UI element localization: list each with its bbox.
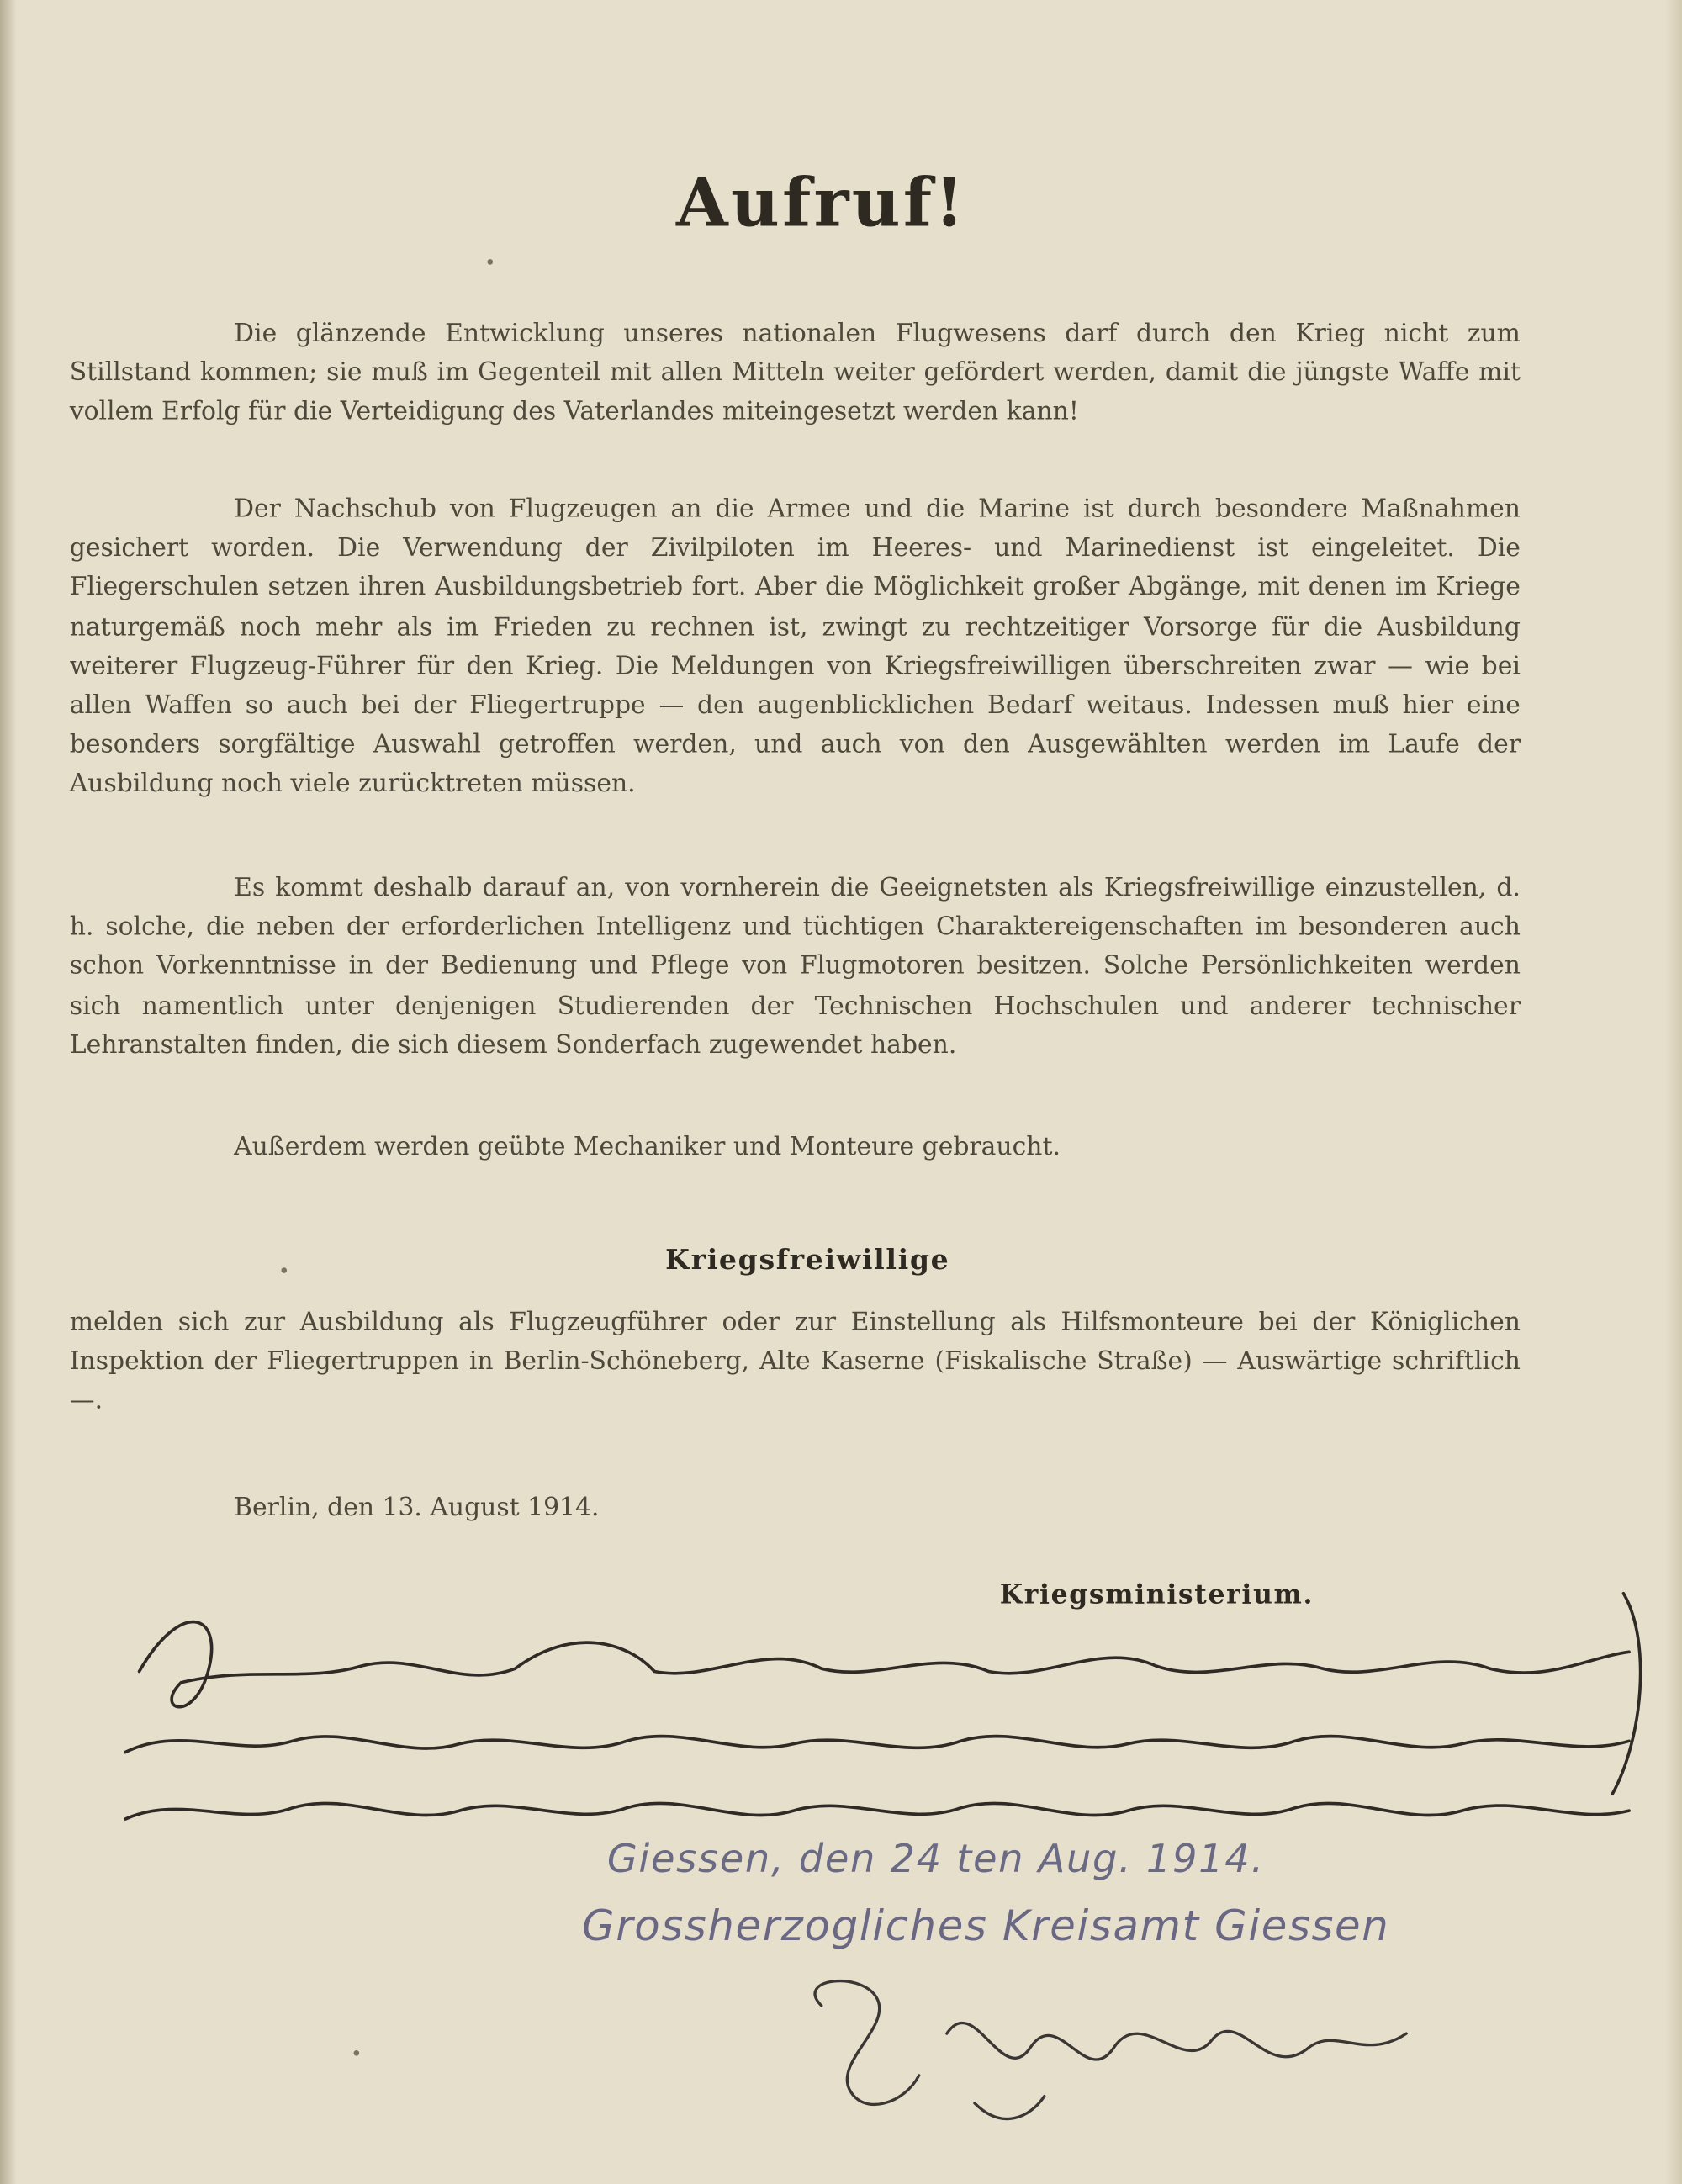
handwriting-line-2 xyxy=(125,1737,1629,1753)
handwriting-line-1 xyxy=(140,1622,1630,1707)
official-signature xyxy=(780,1964,1448,2159)
signature-stroke-3 xyxy=(975,2097,1045,2119)
paragraph-4-text: Außerdem werden geübte Mechaniker und Monteure gebraucht. xyxy=(234,1132,1061,1162)
paragraph-5 xyxy=(70,1304,1521,1421)
ministry-signature: Kriegsministerium. xyxy=(999,1579,1314,1610)
handwriting-bracket xyxy=(1612,1594,1640,1795)
paragraph-1-text: Die glänzende Entwicklung unseres nationalen Flugwesens darf durch den Krieg nicht zum Stillstand kommen; sie muß im Gegenteil mit allen Mitteln weiter gefördert werden, damit die jüngste Waffe mit vollem Erfolg für die Verteidigung des Vaterlandes miteingesetzt werden kann! xyxy=(69,319,1521,427)
date-line: Berlin, den 13. August 1914. xyxy=(234,1493,600,1523)
paragraph-4 xyxy=(70,1129,1521,1168)
paragraph-2-text: Der Nachschub von Flugzeugen an die Armee und die Marine ist durch besondere Maßnahmen gesichert worden. Die Verwendung der Zivilpiloten im Heeres- und Marinedienst ist eingeleitet. Die Fliegerschulen setzen ihren Ausbildungsbetrieb fort. Aber die Möglichkeit großer Abgänge, mit denen im Kriege naturgemäß noch mehr als im Frieden zu rechnen ist, zwingt zu rechtzeitiger Vorsorge für die Ausbildung weiterer Flugzeug-Führer für den Krieg. Die Meldungen von Kriegsfreiwilligen überschreiten zwar — wie bei allen Waffen so auch bei der Fliegertruppe — den augenblicklichen Bedarf weitaus. Indessen muß hier eine besonders sorgfältige Auswahl getroffen werden, und auch von den Ausgewählten werden im Laufe der Ausbildung noch viele zurücktreten müssen. xyxy=(69,494,1521,799)
handwriting-line-3 xyxy=(125,1803,1629,1819)
paragraph-2 xyxy=(70,490,1521,805)
signature-stroke-1 xyxy=(815,1981,919,2105)
paragraph-3-text: Es kommt deshalb darauf an, von vornherein die Geeignetsten als Kriegsfreiwillige einzustellen, d. h. solche, die neben der erforderlichen Intelligenz und tüchtigen Charaktereigenschaften im besonderen auch schon Vorkenntnisse in der Bedienung und Pflege von Flugmotoren besitzen. Solche Persönlichkeiten werden sich namentlich unter denjenigen Studierenden der Technischen Hochschulen und anderer technischer Lehranstalten finden, die sich diesem Sonderfach zugewendet haben. xyxy=(69,873,1521,1060)
paper-fold xyxy=(1665,0,1682,2184)
stamp-place-date: Giessen, den 24 ten Aug. 1914. xyxy=(606,1835,1265,1882)
paper-edge xyxy=(0,0,17,2184)
paragraph-5-text: melden sich zur Ausbildung als Flugzeugführer oder zur Einstellung als Hilfsmonteure bei der Königlichen Inspektion der Fliegertruppen in Berlin-Schöneberg, Alte Kaserne (Fiskalische Straße) — Auswärtige schriftlich —. xyxy=(69,1308,1521,1416)
handwritten-note xyxy=(98,1585,1657,1864)
volunteers-heading: Kriegsfreiwillige xyxy=(665,1242,950,1277)
paper-speck xyxy=(354,2050,360,2056)
stamp-office: Grossherzogliches Kreisamt Giessen xyxy=(582,1902,1390,1952)
signature-stroke-2 xyxy=(947,2023,1406,2060)
paragraph-3 xyxy=(70,870,1521,1066)
paragraph-1 xyxy=(70,315,1521,432)
paper-speck xyxy=(487,259,493,265)
paper-speck xyxy=(281,1267,287,1273)
document-title: Aufruf! xyxy=(676,164,967,243)
